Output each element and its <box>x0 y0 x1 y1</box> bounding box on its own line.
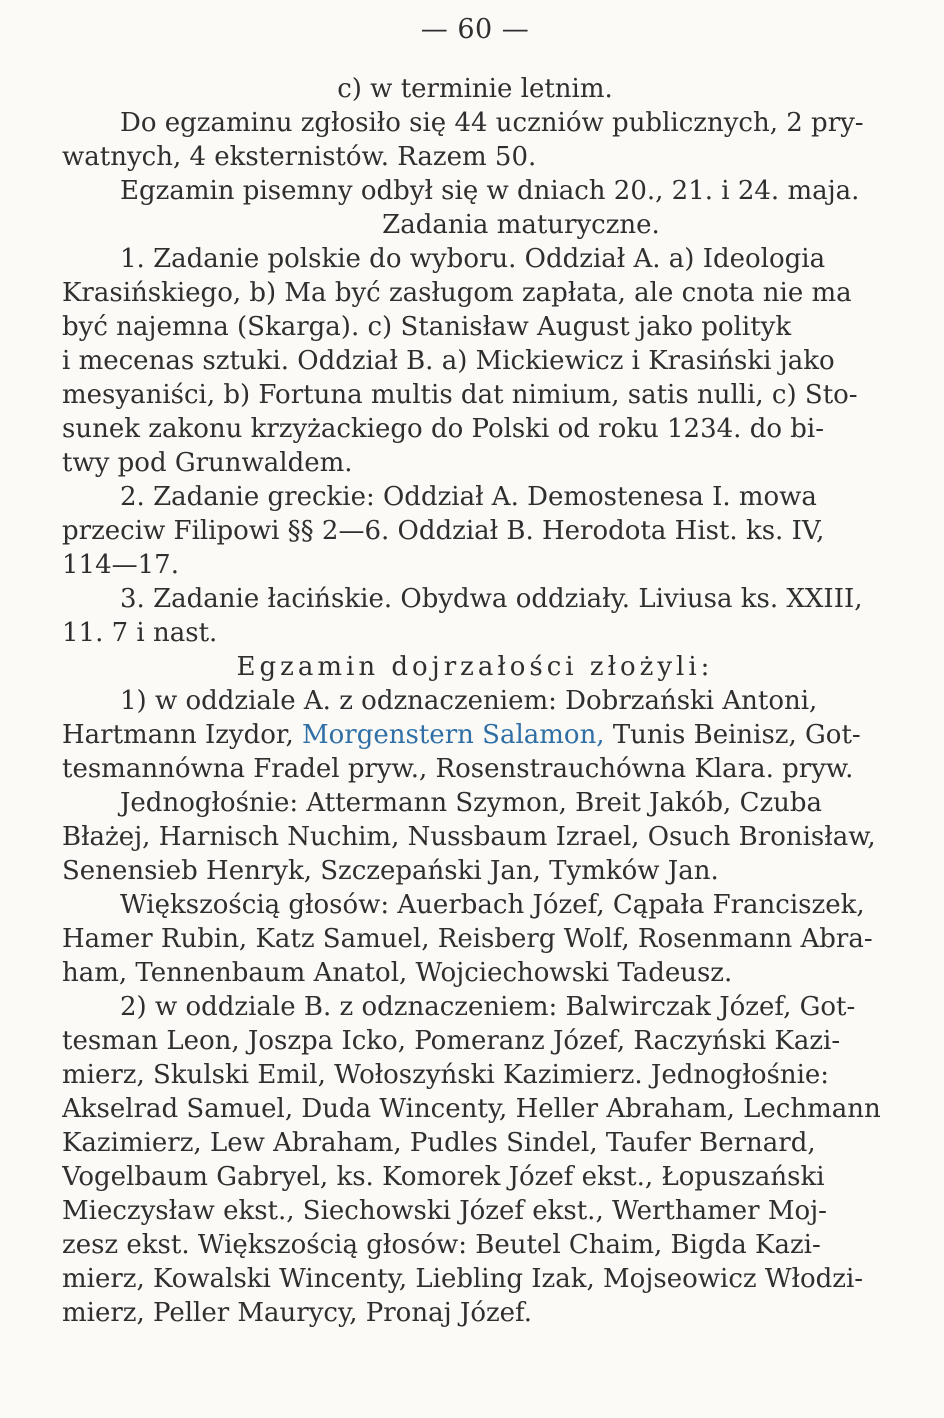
paragraph-line: Hamer Rubin, Katz Samuel, Reisberg Wolf, Rosenmann Abra- <box>62 924 873 954</box>
paragraph-line: mesyaniści, b) Fortuna multis dat nimium, satis nulli, c) Sto- <box>62 380 858 410</box>
paragraph-line: 2) w oddziale B. z odznaczeniem: Balwirczak Józef, Got- <box>120 992 856 1022</box>
highlighted-line <box>62 718 888 752</box>
paragraph-line: być najemna (Skarga). c) Stanisław August jako polityk <box>62 312 792 342</box>
paragraph-line: Vogelbaum Gabryel, ks. Komorek Józef ekst., Łopuszański <box>62 1162 825 1192</box>
paragraph-line: 11. 7 i nast. <box>62 618 218 648</box>
paragraph-line: twy pod Grunwaldem. <box>62 448 353 478</box>
highlighted-name: Morgenstern Salamon, <box>302 720 605 750</box>
paragraph-line: 1) w oddziale A. z odznaczeniem: Dobrzański Antoni, <box>120 686 818 716</box>
paragraph-line: mierz, Kowalski Wincenty, Liebling Izak, Mojseowicz Włodzi- <box>62 1264 864 1294</box>
paragraph-line: Błażej, Harnisch Nuchim, Nussbaum Izrael, Osuch Bronisław, <box>62 822 876 852</box>
paragraph-line: Jednogłośnie: Attermann Szymon, Breit Jakób, Czuba <box>120 788 823 818</box>
paragraph-line: 1. Zadanie polskie do wyboru. Oddział A. a) Ideologia <box>120 244 826 274</box>
exam-results-heading: Egzamin dojrzałości złożyli: <box>236 652 714 682</box>
paragraph-line: 114—17. <box>62 550 179 580</box>
paragraph-line: mierz, Peller Maurycy, Pronaj Józef. <box>62 1298 533 1328</box>
paragraph-line: przeciw Filipowi §§ 2—6. Oddział B. Herodota Hist. ks. IV, <box>62 516 825 546</box>
paragraph-line: Kazimierz, Lew Abraham, Pudles Sindel, Taufer Bernard, <box>62 1128 816 1158</box>
section-heading: Zadania maturyczne. <box>382 210 660 240</box>
paragraph-line: mierz, Skulski Emil, Wołoszyński Kazimierz. Jednogłośnie: <box>62 1060 830 1090</box>
paragraph-line: Większością głosów: Auerbach Józef, Cąpała Franciszek, <box>120 890 865 920</box>
paragraph-line: tesmannówna Fradel pryw., Rosenstrauchówna Klara. pryw. <box>62 754 854 784</box>
highlight-prefix: Hartmann Izydor, <box>62 720 294 750</box>
paragraph-line: 3. Zadanie łacińskie. Obydwa oddziały. Liviusa ks. XXIII, <box>120 584 863 614</box>
paragraph-line: Mieczysław ekst., Siechowski Józef ekst., Werthamer Moj- <box>62 1196 827 1226</box>
paragraph-line: 2. Zadanie greckie: Oddział A. Demostenesa I. mowa <box>120 482 817 512</box>
paragraph-line: tesman Leon, Joszpa Icko, Pomeranz Józef, Raczyński Kazi- <box>62 1026 841 1056</box>
paragraph-line: i mecenas sztuki. Oddział B. a) Mickiewicz i Krasiński jako <box>62 346 835 376</box>
paragraph-line: ham, Tennenbaum Anatol, Wojciechowski Tadeusz. <box>62 958 733 988</box>
paragraph-line: Krasińskiego, b) Ma być zasługom zapłata, ale cnota nie ma <box>62 278 852 308</box>
paragraph-line: Do egzaminu zgłosiło się 44 uczniów publicznych, 2 pry- <box>120 108 864 138</box>
highlight-suffix: Tunis Beinisz, Got- <box>612 720 861 750</box>
paragraph-line: watnych, 4 eksternistów. Razem 50. <box>62 142 537 172</box>
paragraph-line: Egzamin pisemny odbył się w dniach 20., 21. i 24. maja. <box>120 176 860 206</box>
paragraph-line: Akselrad Samuel, Duda Wincenty, Heller Abraham, Lechmann <box>62 1094 881 1124</box>
paragraph-line: zesz ekst. Większością głosów: Beutel Chaim, Bigda Kazi- <box>62 1230 821 1260</box>
paragraph-line: Senensieb Henryk, Szczepański Jan, Tymków Jan. <box>62 856 719 886</box>
page-number: — 60 — <box>420 14 530 45</box>
section-term-line: c) w terminie letnim. <box>337 74 613 104</box>
paragraph-line: sunek zakonu krzyżackiego do Polski od roku 1234. do bi- <box>62 414 825 444</box>
